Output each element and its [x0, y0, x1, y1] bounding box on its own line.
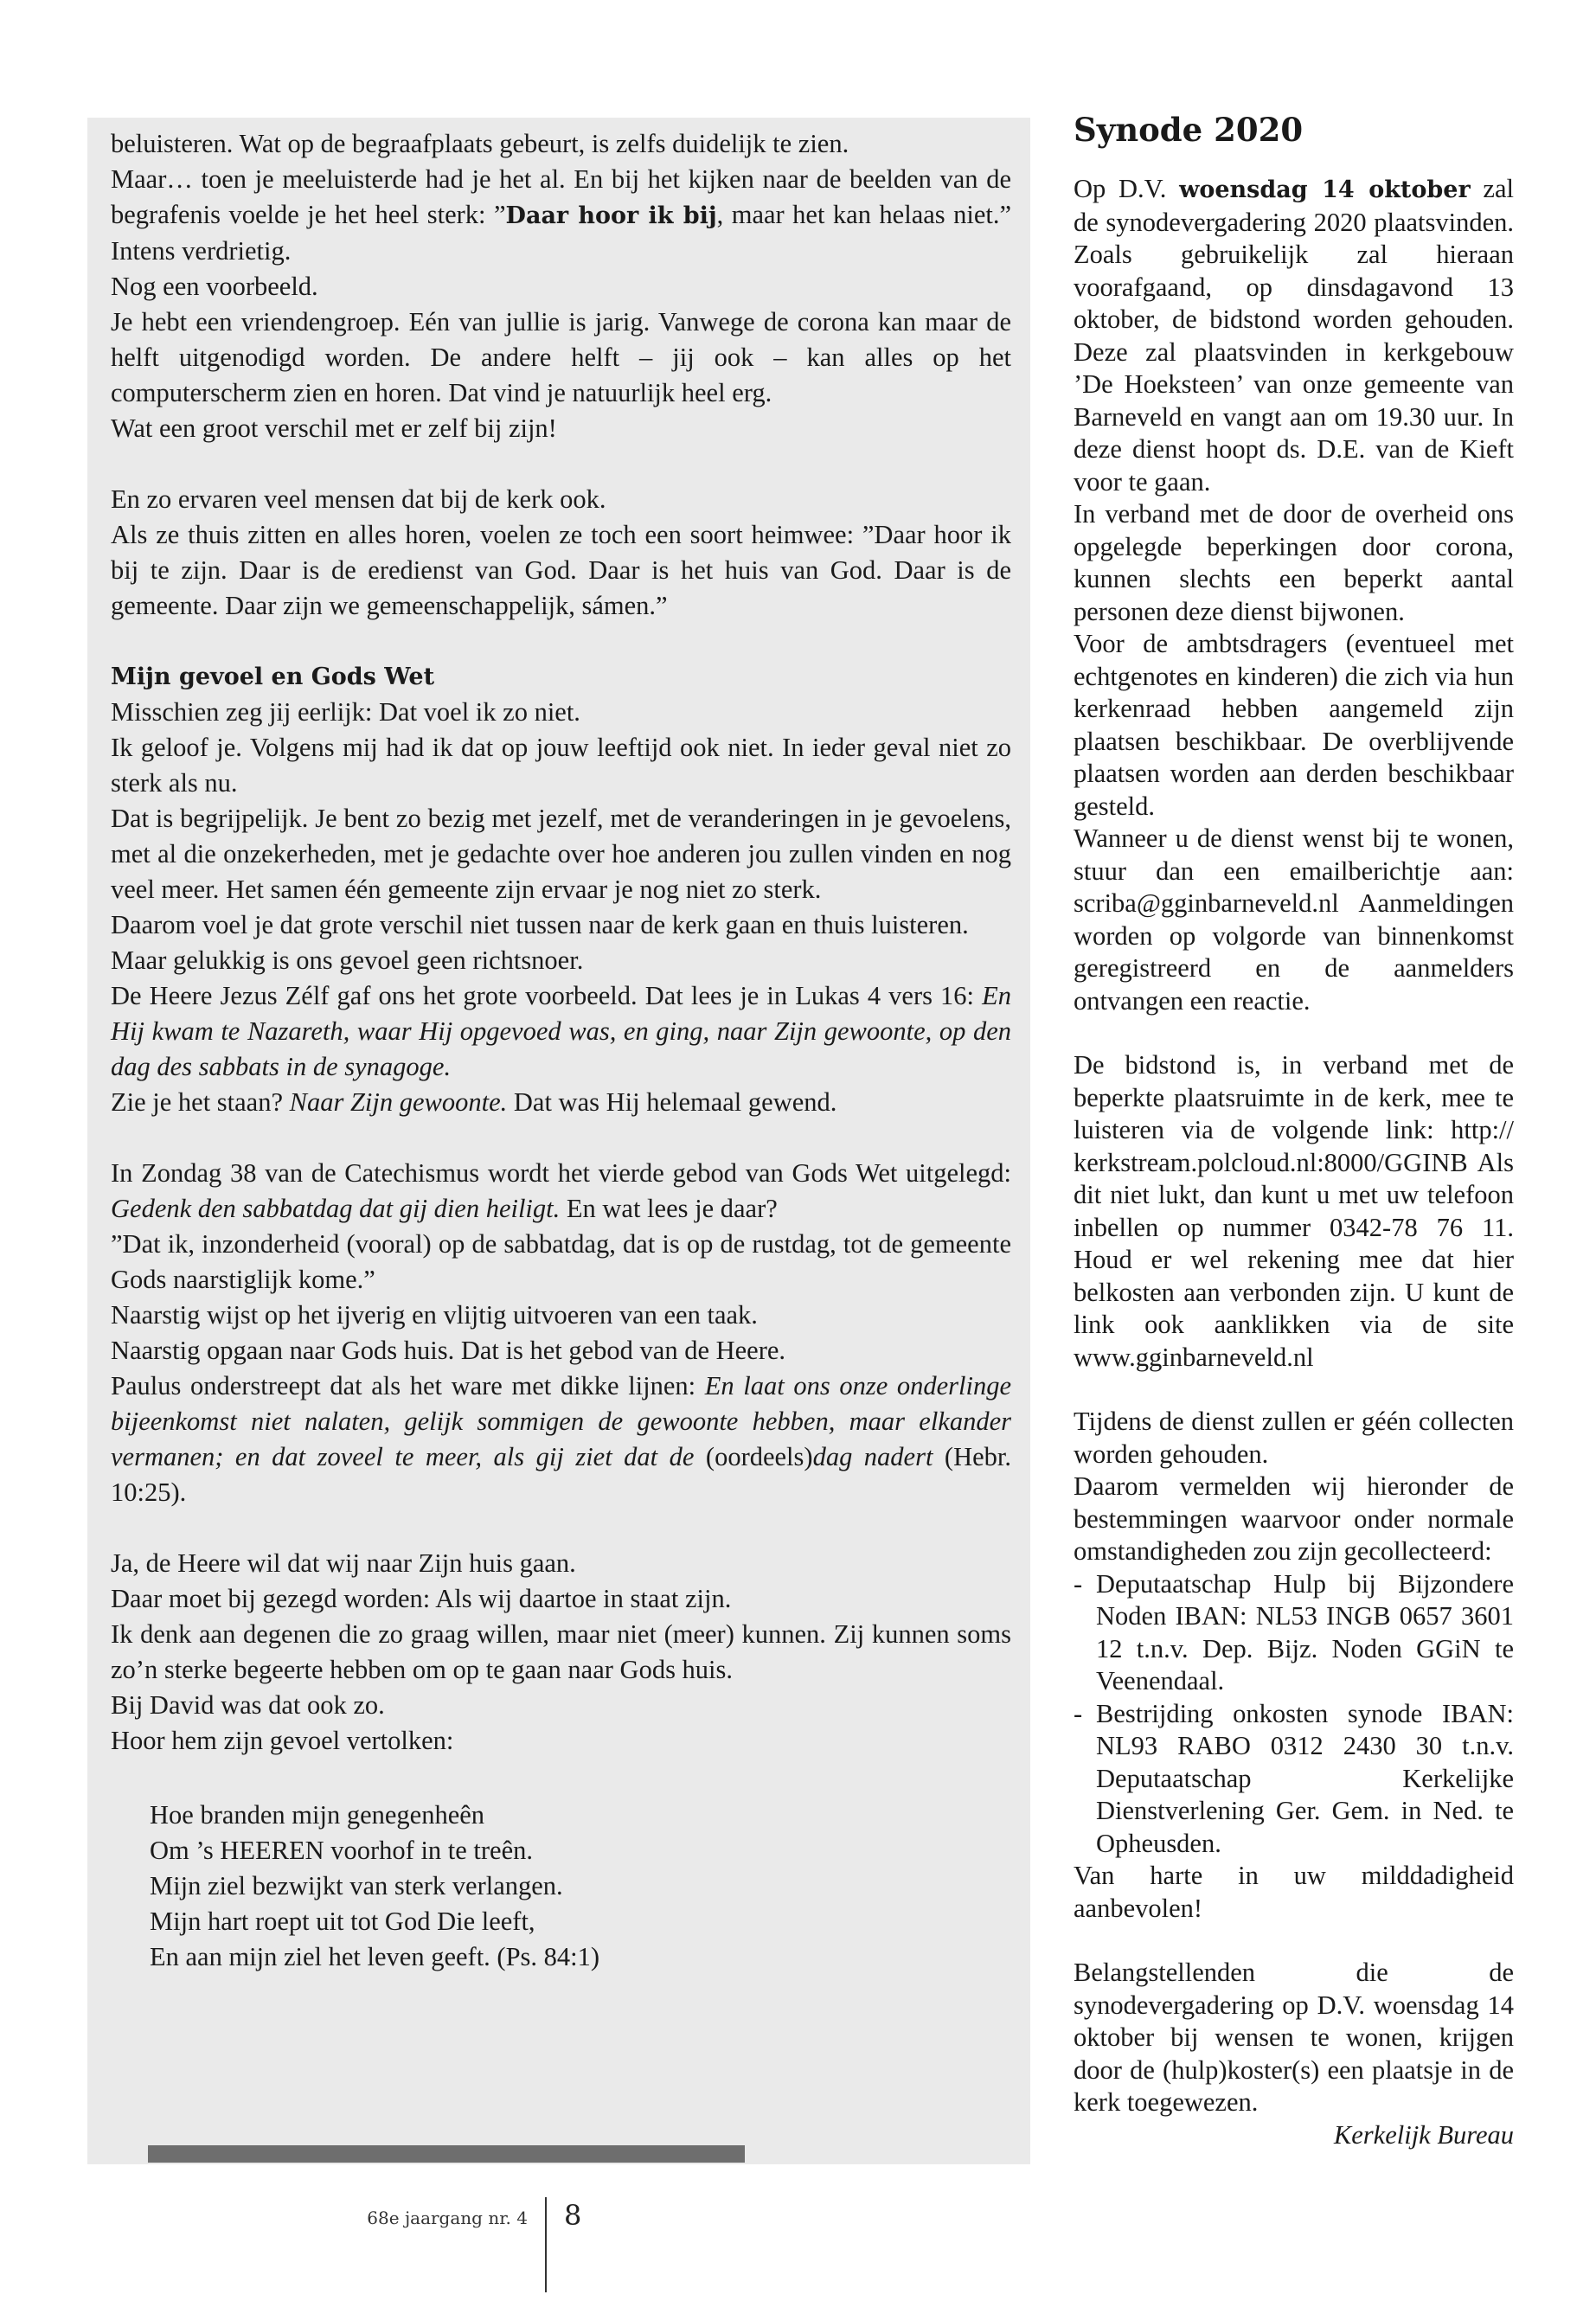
poem-line: Mijn hart roept uit tot God Die leeft,: [150, 1907, 535, 1936]
paragraph: Nog een voorbeeld. Je hebt een vriendengroep. Eén van jullie is jarig. Vanwege de corona kan maar de helft uitgenodigd worden. De andere helft – jij ook – kan alles op het computerscherm zien en horen. Dat vind je natuurlijk heel erg. Wat een groot verschil met er zelf bij zijn!: [111, 272, 1011, 443]
main-article: [87, 118, 1030, 2164]
paragraph: Tijdens de dienst zullen er géén collecten worden gehouden. Daarom vermelden wij hieronder de bestemmingen waarvoor onder normale omstandigheden zou zijn gecollecteerd:: [1074, 1407, 1514, 1566]
psalm-verse: [111, 1798, 1011, 1975]
poem-line: Hoe branden mijn genegenheên: [150, 1800, 485, 1830]
paragraph: Op D.V. woensdag 14 oktober zal de synodevergadering 2020 plaatsvinden. Zoals gebruikelijk zal hieraan voorafgaand, op dinsdagavond 13 oktober, de bidstond worden gehouden. Deze zal plaatsvinden in kerkgebouw ’De Hoeksteen’ van onze gemeente van Barneveld en vangt aan om 19.30 uur. In deze dienst hoopt ds. D.E. van de Kieft voor te gaan.: [1074, 174, 1514, 497]
emphasis-bold: Daar hoor ik bij: [505, 202, 717, 229]
paragraph: beluisteren. Wat op de begraafplaats gebeurt, is zelfs duidelijk te zien. Maar… toen je meeluisterde had je het al. En bij het kijken naar de beelden van de begrafenis voelde je het heel sterk: ”Daar hoor ik bij, maar het kan helaas niet.” Intens verdrietig.: [111, 129, 1012, 266]
list-dash: -: [1074, 1698, 1083, 1728]
paragraph: De bidstond is, in verband met de beperkte plaatsruimte in de kerk, mee te luisteren via de volgende link: http:// kerkstream.polcloud.nl:8000/GGINB Als dit niet lukt, dan kunt u met uw telefoon inbellen op nummer 0342-78 76 11. Houd er wel rekening mee dat hier belkosten aan verbonden zijn. U kunt de link ook aanklikken via de site www.gginbarneveld.nl: [1074, 1050, 1514, 1372]
poem-line: En aan mijn ziel het leven geeft. (Ps. 84:1): [150, 1942, 600, 1971]
poem-line: Om ’s HEEREN voorhof in te treên.: [150, 1836, 534, 1865]
list-item: - Bestrijding onkosten synode IBAN: NL93 RABO 0312 2430 30 t.n.v. Deputaatschap Kerkelijke Dienstverlening Ger. Gem. in Ned. te Opheusden.: [1074, 1698, 1514, 1861]
scripture-quote: En Hij kwam te Nazareth, waar Hij opgevoed was, en ging, naar Zijn gewoonte, op den dag des sabbats in de synagoge.: [111, 981, 1011, 1081]
paragraph: In Zondag 38 van de Catechismus wordt het vierde gebod van Gods Wet uitgelegd: Gedenk den sabbatdag dat gij dien heiligt. En wat lees je daar? ”Dat ik, inzonderheid (vooral) op de sabbatdag, dat is op de rustdag, tot de gemeente Gods naarstiglijk kome.” Naarstig wijst op het ijverig en vlijtig uitvoeren van een taak. Naarstig opgaan naar Gods huis. Dat is het gebod van de Heere. Paulus onderstreept dat als het ware met dikke lijnen: En laat ons onze onderlinge bijeenkomst niet nalaten, gelijk sommigen de gewoonte hebben, maar elkander vermanen; en dat zoveel te meer, als gij ziet dat de (oordeels)dag nadert (Hebr. 10:25).: [111, 1158, 1011, 1507]
issue-label: 68e jaargang nr. 4: [367, 2208, 528, 2228]
paragraph: En zo ervaren veel mensen dat bij de kerk ook. Als ze thuis zitten en alles horen, voelen ze toch een soort heimwee: ”Daar hoor ik bij te zijn. Daar is de eredienst van God. Daar is het huis van God. Daar is de gemeente. Daar zijn we gemeenschappelijk, sámen.”: [111, 484, 1011, 620]
paragraph: De Heere Jezus Zélf gaf ons het grote voorbeeld. Dat lees je in Lukas 4 vers 16: En Hij kwam te Nazareth, waar Hij opgevoed was, en ging, naar Zijn gewoonte, op den dag des sabbats in de synagoge.: [111, 981, 1011, 1081]
paragraph: Van harte in uw milddadigheid aanbevolen!: [1074, 1861, 1514, 1923]
paragraph: In verband met de door de overheid ons opgelegde beperkingen door corona, kunnen slechts een beperkt aantal personen deze dienst bijwonen. Voor de ambtsdragers (eventueel met echtgenotes en kinderen) die zich via hun kerkenraad hebben aangemeld zijn plaatsen beschikbaar. De overblijvende plaatsen worden aan derden beschikbaar gesteld. Wanneer u de dienst wenst bij te wonen, stuur dan een emailberichtje aan: scriba@gginbarneveld.nl Aanmeldingen worden op volgorde van binnenkomst geregistreerd en de aanmelders ontvangen een reactie.: [1074, 499, 1514, 1016]
list-dash: -: [1074, 1568, 1083, 1599]
paragraph: Zie je het staan? Naar Zijn gewoonte. Dat was Hij helemaal gewend.: [111, 1087, 837, 1117]
decorative-bar: [148, 2145, 745, 2163]
page-number: 8: [564, 2199, 582, 2232]
footer-divider: [545, 2197, 547, 2292]
poem-line: Mijn ziel bezwijkt van sterk verlangen.: [150, 1871, 563, 1900]
paragraph: Belangstellenden die de synodevergadering op D.V. woensdag 14 oktober bij wensen te wonen, krijgen door de (hulp)koster(s) een plaatsje in de kerk toegewezen.: [1074, 1958, 1514, 2117]
signature: Kerkelijk Bureau: [1333, 2119, 1514, 2150]
scripture-quote: En laat ons onze onderlinge bijeenkomst niet nalaten, gelijk sommigen de gewoonte hebben, maar elkander vermanen; en dat zoveel te meer, als gij ziet dat de: [111, 1371, 1011, 1471]
paragraph: Ja, de Heere wil dat wij naar Zijn huis gaan. Daar moet bij gezegd worden: Als wij daartoe in staat zijn. Ik denk aan degenen die zo graag willen, maar niet (meer) kunnen. Zij kunnen soms zo’n sterke begeerte hebben om op te gaan naar Gods huis. Bij David was dat ook zo. Hoor hem zijn gevoel vertolken:: [111, 1548, 1011, 1755]
emphasis-bold: woensdag 14 oktober: [1179, 176, 1471, 203]
list-item: - Deputaatschap Hulp bij Bijzondere Noden IBAN: NL53 INGB 0657 3601 12 t.n.v. Dep. Bijz. Noden GGiN te Veenendaal.: [1074, 1568, 1514, 1698]
sidebar-article: [1074, 109, 1514, 2151]
article-title: Synode 2020: [1074, 111, 1304, 149]
section-heading: Mijn gevoel en Gods Wet: [111, 663, 435, 690]
paragraph: Misschien zeg jij eerlijk: Dat voel ik zo niet. Ik geloof je. Volgens mij had ik dat op jouw leeftijd ook niet. In ieder geval niet zo sterk als nu. Dat is begrijpelijk. Je bent zo bezig met jezelf, met de veranderingen in je gevoelens, met al die onzekerheden, met je gedachte over hoe anderen jou zullen vinden en nog veel meer. Het samen één gemeente zijn ervaar je nog niet zo sterk. Daarom voel je dat grote verschil niet tussen naar de kerk gaan en thuis luisteren. Maar gelukkig is ons gevoel geen richtsnoer.: [111, 697, 1011, 975]
